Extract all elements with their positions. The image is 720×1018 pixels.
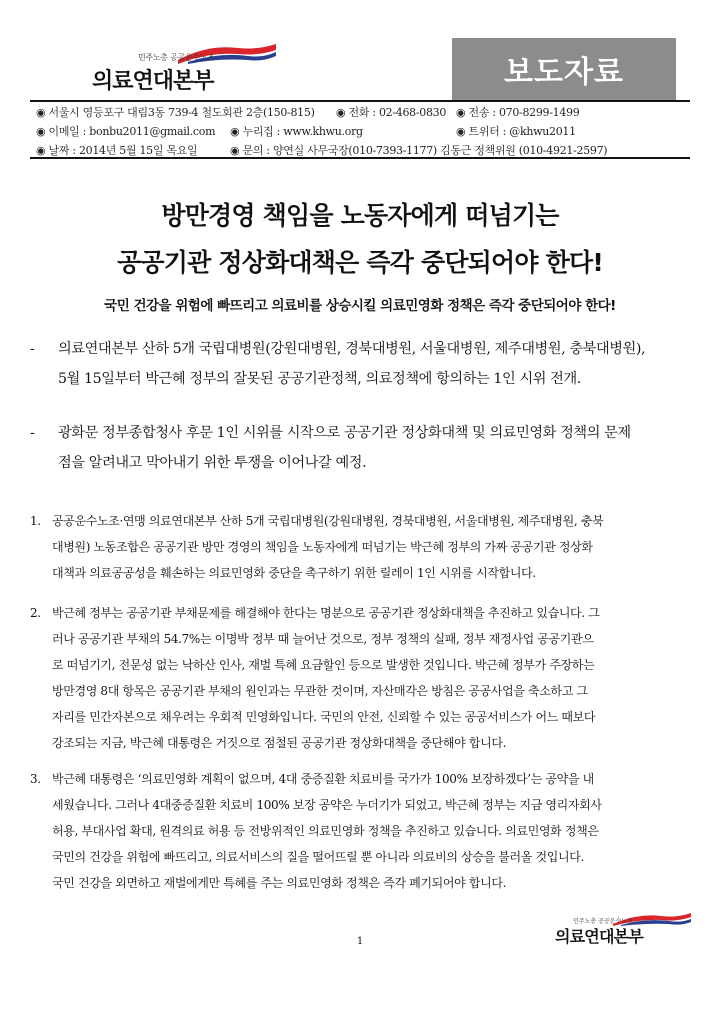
paragraph-line: 러나 공공기관 부채의 54.7%는 이명박 정부 때 늘어난 것으로, 정부 정책의 실패, 정부 재정사업 공공기관으 [52,632,594,646]
info-date: ◉ 날짜 : 2014년 5월 15일 목요일 [36,144,198,157]
paragraph-line: 국민의 건강을 위험에 빠뜨리고, 의료서비스의 질을 떨어뜨릴 뿐 아니라 의료비의 상승을 불러올 것입니다. [52,850,584,864]
body-paragraph-1 [30,508,690,586]
body-paragraph-3 [30,766,690,896]
logo-small-text: 민주노총 공공운수노조 [138,53,215,62]
body-paragraph-2 [30,600,690,756]
bullet-line: 점을 알려내고 막아내기 위한 투쟁을 이어나갈 예정. [58,455,367,471]
paragraph-line: 세웠습니다. 그러나 4대중증질환 치료비 100% 보장 공약은 누더기가 되었고, 박근혜 정부는 지금 영리자회사 [52,798,602,812]
info-fax: ◉ 전송 : 070-8299-1499 [456,106,580,119]
bullet-line: 의료연대본부 산하 5개 국립대병원(강원대병원, 경북대병원, 서울대병원, 제주대병원, 충북대병원), [58,341,646,357]
paragraph-number: 1. [30,514,41,528]
headline-line-1: 방만경영 책임을 노동자에게 떠넘기는 [161,201,559,230]
page-number: 1 [356,936,364,947]
paragraph-number: 2. [30,606,41,620]
bullet-dash: - [30,341,35,357]
bullet-line: 광화문 정부종합청사 후문 1인 시위를 시작으로 공공기관 정상화대책 및 의료민영화 정책의 문제 [58,425,631,441]
paragraph-line: 국민 건강을 외면하고 재벌에게만 특혜를 주는 의료민영화 정책은 즉각 폐기되어야 합니다. [52,876,507,890]
info-twitter: ◉ 트위터 : @khwu2011 [456,125,576,138]
paragraph-line: 대병원) 노동조합은 공공기관 방만 경영의 책임을 노동자에게 떠넘기는 박근혜 정부의 가짜 공공기관 정상화 [52,540,593,554]
header-rule-bottom [30,157,690,159]
header-rule-top [30,100,690,102]
summary-bullet [30,334,690,394]
press-release-label: 보도자료 [452,38,676,100]
logo-big-text: 의료연대본부 [92,69,214,94]
paragraph-number: 3. [30,772,41,786]
info-email: ◉ 이메일 : bonbu2011@gmail.com [36,125,216,138]
info-address: ◉ 서울시 영등포구 대림3동 739-4 철도회관 2층(150-815) [36,106,315,119]
summary-bullet [30,418,690,478]
bullet-line: 5월 15일부터 박근혜 정부의 잘못된 공공기관정책, 의료정책에 항의하는 1인 시위 전개. [58,371,581,387]
paragraph-line: 대책과 의료공공성을 훼손하는 의료민영화 중단을 촉구하기 위한 릴레이 1인 시위를 시작합니다. [52,566,536,580]
paragraph-line: 자리를 민간자본으로 채우려는 우회적 민영화입니다. 국민의 안전, 신뢰할 수 있는 공공서비스가 어느 때보다 [52,710,596,724]
info-phone: ◉ 전화 : 02-468-0830 [336,106,447,119]
paragraph-line: 방만경영 8대 항목은 공공기관 부채의 원인과는 무관한 것이며, 자산매각은 방침은 공공사업을 축소하고 그 [52,684,588,698]
header-logo [92,42,282,94]
paragraph-line: 박근혜 정부는 공공기관 부채문제를 해결해야 한다는 명분으로 공공기관 정상화대책을 추진하고 있습니다. 그 [52,606,600,620]
info-web: ◉ 누리집 : www.khwu.org [230,125,363,138]
footer-logo-small-text: 민주노총 공공운수노조 [573,918,633,925]
headline-line-2: 공공기관 정상화대책은 즉각 중단되어야 한다! [117,248,603,277]
subheadline: 국민 건강을 위험에 빠뜨리고 의료비를 상승시킬 의료민영화 정책은 즉각 중단되어야 한다! [104,298,616,314]
footer-logo-big-text: 의료연대본부 [555,927,643,946]
paragraph-line: 공공운수노조·연맹 의료연대본부 산하 5개 국립대병원(강원대병원, 경북대병원, 서울대병원, 제주대병원, 충북 [52,514,604,528]
paragraph-line: 강조되는 지금, 박근혜 대통령은 거짓으로 점철된 공공기관 정상화대책을 중단해야 합니다. [52,736,507,750]
bullet-dash: - [30,425,35,441]
paragraph-line: 허용, 부대사업 확대, 원격의료 허용 등 전방위적인 의료민영화 정책을 추진하고 있습니다. 의료민영화 정책은 [52,824,599,838]
paragraph-line: 박근혜 대통령은 ‘의료민영화 계획이 없으며, 4대 중증질환 치료비를 국가가 100% 보장하겠다’는 공약을 내 [52,772,594,786]
paragraph-line: 로 떠넘기기, 전문성 없는 낙하산 인사, 재벌 특혜 요금할인 등으로 발생한 것입니다. 박근혜 정부가 주장하는 [52,658,595,672]
info-contact: ◉ 문의 : 양연실 사무국장(010-7393-1177) 김동근 정책위원 (010-4921-2597) [230,144,608,157]
